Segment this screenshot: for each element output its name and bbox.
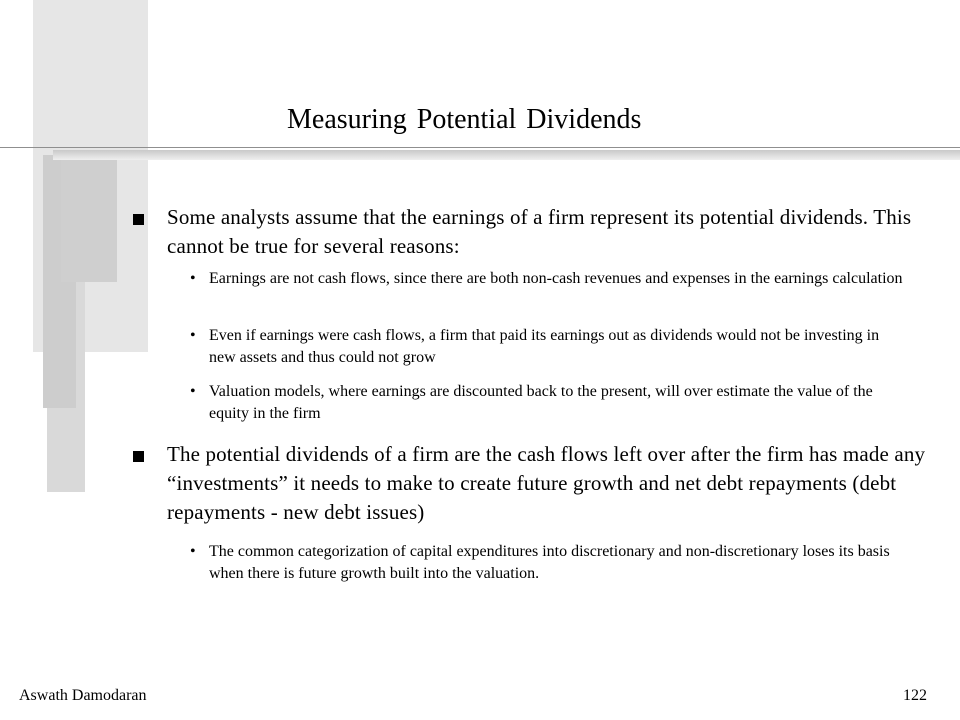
page-number: 122 (903, 687, 927, 704)
sub-bullet-text: Earnings are not cash flows, since there are both non-cash revenues and expenses in the earnings calculation (209, 270, 903, 287)
main-bullet-text: Some analysts assume that the earnings of a firm represent its potential dividends. This cannot be true for several reasons: (167, 205, 912, 258)
sub-bullet-text: The common categorization of capital expenditures into discretionary and non-discretionary loses its basis when there is future growth built into the valuation. (209, 543, 890, 582)
sub-bullet-text: Valuation models, where earnings are discounted back to the present, will over estimate the value of the equity in the firm (209, 383, 873, 422)
square-bullet-icon (133, 451, 144, 462)
main-bullet-text: The potential dividends of a firm are the cash flows left over after the firm has made any “investments” it needs to make to create future growth and net debt repayments (debt repayments - new debt issues) (167, 442, 926, 524)
dot-bullet-icon: • (190, 383, 196, 400)
square-bullet-icon (133, 214, 144, 225)
dot-bullet-icon: • (190, 543, 196, 560)
slide-title: Measuring Potential Dividends (287, 104, 642, 135)
title-rule-band (53, 150, 960, 160)
sub-bullet-text: Even if earnings were cash flows, a firm that paid its earnings out as dividends would not be investing in new assets and thus could not grow (209, 327, 880, 366)
dot-bullet-icon: • (190, 270, 196, 287)
decorative-bar (61, 160, 117, 282)
dot-bullet-icon: • (190, 327, 196, 344)
footer-author: Aswath Damodaran (19, 687, 147, 704)
title-rule (0, 147, 960, 148)
